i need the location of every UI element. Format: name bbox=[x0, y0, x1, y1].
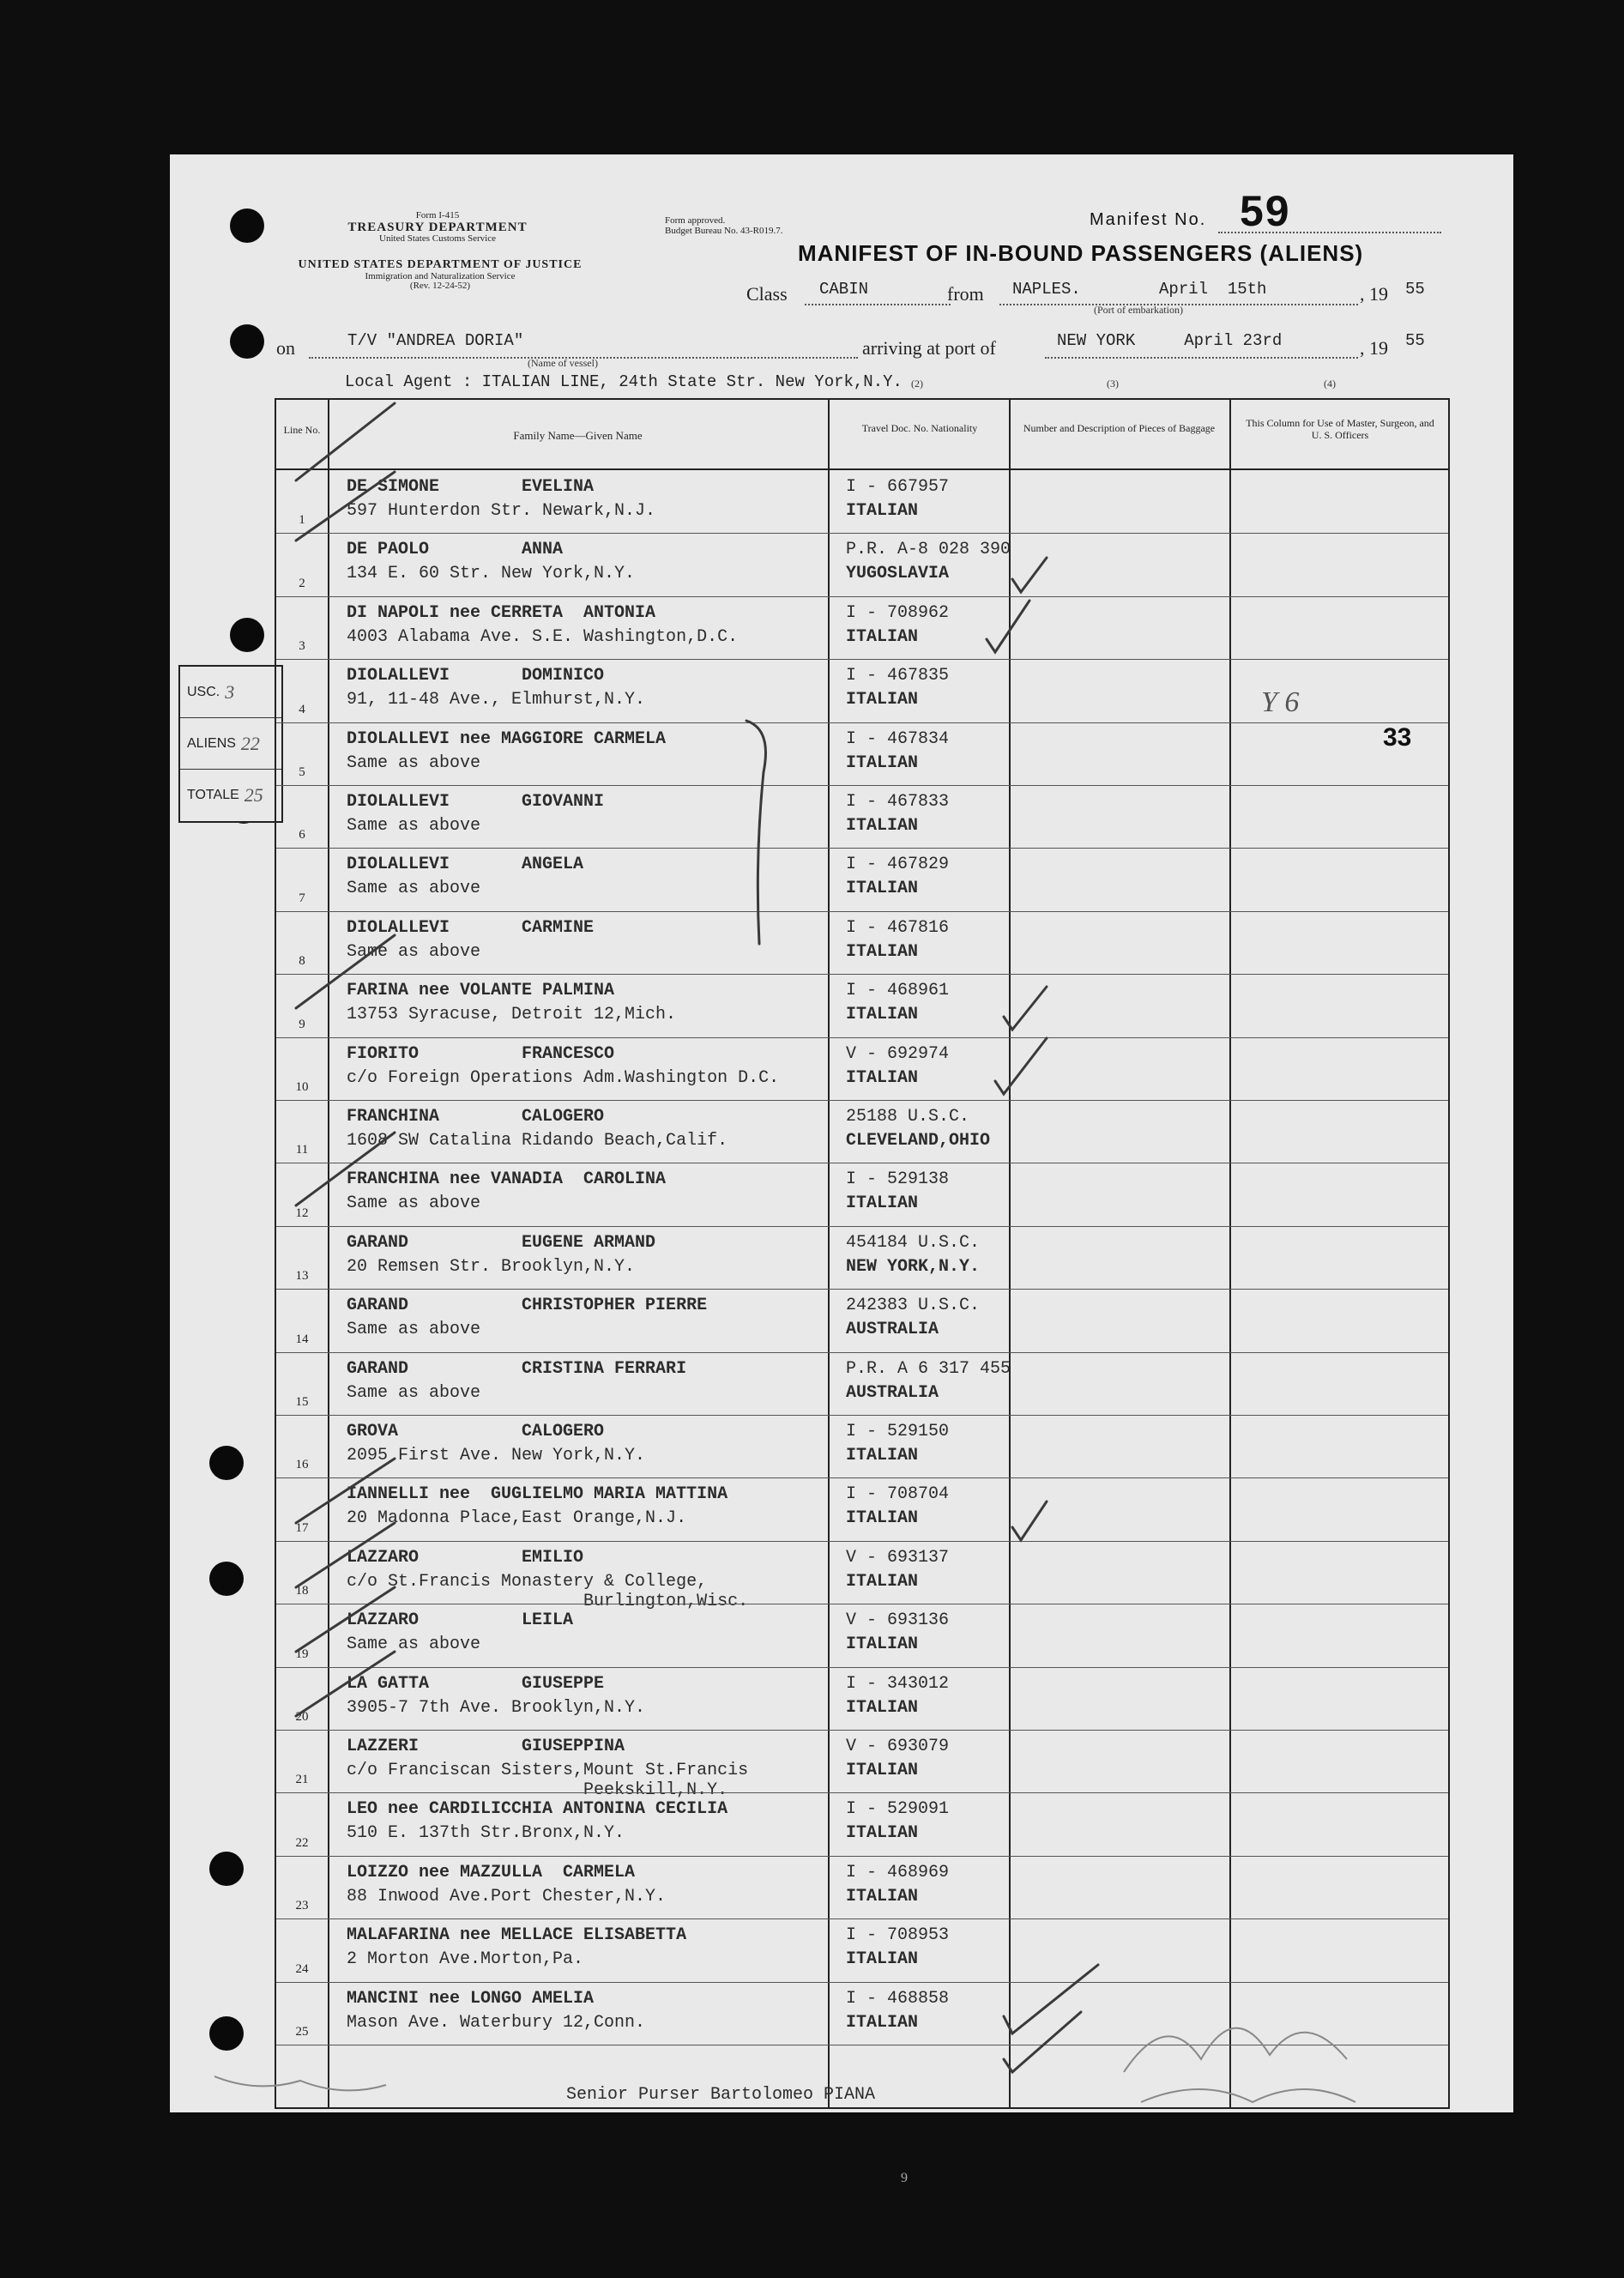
passenger-name: LAZZARO EMILIO bbox=[347, 1547, 584, 1568]
line-number: 10 bbox=[295, 1079, 309, 1094]
nationality: ITALIAN bbox=[846, 816, 919, 836]
table-row bbox=[276, 1730, 1448, 1800]
line-number: 7 bbox=[299, 891, 305, 905]
travel-doc-number: V - 692974 bbox=[846, 1043, 950, 1064]
passenger-name: FRANCHINA CALOGERO bbox=[347, 1107, 605, 1127]
passenger-address: 597 Hunterdon Str. Newark,N.J. bbox=[347, 501, 656, 521]
page-number: 9 bbox=[901, 2171, 908, 2185]
table-row bbox=[276, 722, 1448, 785]
travel-doc-number: I - 467829 bbox=[846, 855, 950, 875]
passenger-table bbox=[275, 398, 1450, 2109]
travel-doc-number: I - 529150 bbox=[846, 1422, 950, 1441]
doj-title: UNITED STATES DEPARTMENT OF JUSTICE bbox=[298, 258, 583, 271]
line-number: 3 bbox=[299, 639, 305, 654]
passenger-address: c/o St.Francis Monastery & College, Burlington,Wisc. bbox=[347, 1571, 749, 1611]
passenger-name: LEO nee CARDILICCHIA ANTONINA CECILIA bbox=[347, 1799, 728, 1820]
passenger-address: 510 E. 137th Str.Bronx,N.Y. bbox=[347, 1823, 625, 1844]
passenger-name: DIOLALLEVI ANGELA bbox=[347, 855, 584, 875]
line-number: 14 bbox=[295, 1332, 309, 1346]
table-row bbox=[276, 911, 1448, 974]
travel-doc-number: I - 708704 bbox=[846, 1484, 950, 1505]
nationality: ITALIAN bbox=[846, 1761, 919, 1780]
passenger-name: DE PAOLO ANNA bbox=[347, 540, 564, 560]
table-row bbox=[276, 1289, 1448, 1351]
passenger-name: LAZZARO LEILA bbox=[347, 1610, 574, 1631]
treasury-dept: TREASURY DEPARTMENT bbox=[347, 220, 528, 234]
line-number: 8 bbox=[299, 954, 305, 969]
line-number: 5 bbox=[299, 764, 305, 779]
nationality: ITALIAN bbox=[846, 2012, 919, 2033]
travel-doc-number: I - 468969 bbox=[846, 1862, 950, 1882]
travel-doc-number: 242383 U.S.C. bbox=[846, 1296, 981, 1316]
doj-block bbox=[273, 259, 607, 292]
nationality: ITALIAN bbox=[846, 1571, 919, 1592]
line-number: 13 bbox=[295, 1269, 309, 1284]
line-number: 2 bbox=[299, 576, 305, 590]
nationality: YUGOSLAVIA bbox=[846, 564, 950, 584]
table-row bbox=[276, 1226, 1448, 1289]
line-number: 17 bbox=[295, 1520, 309, 1535]
line-number: 22 bbox=[295, 1835, 309, 1850]
nationality: ITALIAN bbox=[846, 1446, 919, 1465]
table-row bbox=[276, 848, 1448, 910]
table-row bbox=[276, 1415, 1448, 1477]
passenger-address: Same as above bbox=[347, 879, 481, 899]
travel-doc-number: V - 693137 bbox=[846, 1547, 950, 1568]
passenger-name: FARINA nee VOLANTE PALMINA bbox=[347, 981, 615, 1001]
passenger-name: GARAND CHRISTOPHER PIERRE bbox=[347, 1296, 708, 1316]
passenger-address: 2095 First Ave. New York,N.Y. bbox=[347, 1446, 646, 1465]
line-number: 1 bbox=[299, 513, 305, 528]
on-label: on bbox=[276, 337, 295, 359]
nationality: NEW YORK,N.Y. bbox=[846, 1256, 981, 1277]
binder-hole bbox=[209, 1446, 244, 1480]
line-number: 6 bbox=[299, 828, 305, 843]
passenger-name: DIOLALLEVI GIOVANNI bbox=[347, 792, 605, 812]
nationality: CLEVELAND,OHIO bbox=[846, 1131, 991, 1151]
budget-bureau: Budget Bureau No. 43-R019.7. bbox=[665, 225, 783, 236]
class-value: CABIN bbox=[819, 280, 869, 299]
passenger-address: c/o Franciscan Sisters,Mount St.Francis Peekskill,N.Y. bbox=[347, 1761, 749, 1800]
table-row bbox=[276, 1604, 1448, 1666]
purser-signature: Senior Purser Bartolomeo PIANA bbox=[566, 2085, 876, 2105]
passenger-address: 2 Morton Ave.Morton,Pa. bbox=[347, 1949, 584, 1970]
travel-doc-number: V - 693136 bbox=[846, 1610, 950, 1631]
passenger-name: DIOLALLEVI nee MAGGIORE CARMELA bbox=[347, 728, 667, 749]
class-label: Class bbox=[746, 283, 788, 305]
table-row bbox=[276, 1477, 1448, 1540]
col-num-4: (4) bbox=[1324, 378, 1336, 390]
year-1: 55 bbox=[1405, 280, 1425, 299]
travel-doc-number: 454184 U.S.C. bbox=[846, 1232, 981, 1253]
nationality: ITALIAN bbox=[846, 1508, 919, 1529]
passenger-name: LA GATTA GIUSEPPE bbox=[347, 1673, 605, 1694]
binder-hole bbox=[209, 1562, 244, 1596]
tally-box bbox=[178, 665, 283, 823]
line-number: 9 bbox=[299, 1017, 305, 1031]
passenger-address: 4003 Alabama Ave. S.E. Washington,D.C. bbox=[347, 626, 739, 647]
binder-hole bbox=[230, 618, 264, 652]
line-number: 19 bbox=[295, 1647, 309, 1661]
nationality: ITALIAN bbox=[846, 752, 919, 773]
year-prefix-1: , 19 bbox=[1360, 283, 1388, 305]
form-approved: Form approved. bbox=[665, 215, 726, 226]
passenger-name: GARAND CRISTINA FERRARI bbox=[347, 1358, 687, 1379]
travel-doc-number: I - 468858 bbox=[846, 1988, 950, 2009]
line-number: 15 bbox=[295, 1394, 309, 1409]
col-officers: This Column for Use of Master, Surgeon, and U. S. Officers bbox=[1246, 417, 1434, 442]
table-row bbox=[276, 470, 1448, 533]
travel-doc-number: I - 343012 bbox=[846, 1673, 950, 1694]
table-row bbox=[276, 1352, 1448, 1415]
travel-doc-number: I - 467816 bbox=[846, 917, 950, 938]
nationality: ITALIAN bbox=[846, 1634, 919, 1655]
table-row bbox=[276, 1541, 1448, 1611]
tally-aliens-value: 22 bbox=[240, 732, 260, 754]
line-number: 24 bbox=[295, 1961, 309, 1976]
passenger-address: 13753 Syracuse, Detroit 12,Mich. bbox=[347, 1005, 677, 1025]
col-baggage: Number and Description of Pieces of Baggage bbox=[1023, 422, 1216, 434]
passenger-address: Same as above bbox=[347, 816, 481, 836]
table-row bbox=[276, 1792, 1448, 1855]
tally-totale: TOTALE 25 bbox=[187, 783, 263, 806]
passenger-name: FRANCHINA nee VANADIA CAROLINA bbox=[347, 1169, 667, 1190]
travel-doc-number: I - 708962 bbox=[846, 602, 950, 623]
revision: (Rev. 12-24-52) bbox=[409, 281, 471, 292]
table-row bbox=[276, 1100, 1448, 1163]
passenger-name: IANNELLI nee GUGLIELMO MARIA MATTINA bbox=[347, 1484, 728, 1505]
nationality: ITALIAN bbox=[846, 1823, 919, 1844]
port-embark-caption: (Port of embarkation) bbox=[1094, 304, 1183, 316]
nationality: ITALIAN bbox=[846, 501, 919, 521]
col-num-2: (2) bbox=[911, 378, 923, 390]
arriving-label: arriving at port of bbox=[862, 337, 996, 359]
travel-doc-number: I - 667957 bbox=[846, 477, 950, 497]
nationality: ITALIAN bbox=[846, 1067, 919, 1088]
nationality: ITALIAN bbox=[846, 1697, 919, 1718]
table-row bbox=[276, 1982, 1448, 2045]
arriving-value: NEW YORK April 23rd bbox=[1057, 331, 1283, 350]
binder-hole bbox=[209, 2016, 244, 2051]
travel-doc-number: I - 529138 bbox=[846, 1169, 950, 1190]
passenger-address: 134 E. 60 Str. New York,N.Y. bbox=[347, 564, 636, 584]
line-number: 21 bbox=[295, 1773, 309, 1787]
table-row bbox=[276, 1667, 1448, 1730]
col-name: Family Name—Given Name bbox=[513, 429, 643, 442]
line-number: 18 bbox=[295, 1584, 309, 1598]
line-number: 12 bbox=[295, 1205, 309, 1220]
passenger-address: Same as above bbox=[347, 752, 481, 773]
travel-doc-number: V - 693079 bbox=[846, 1737, 950, 1756]
passenger-name: FIORITO FRANCESCO bbox=[347, 1043, 615, 1064]
ins-line: Immigration and Naturalization Service bbox=[365, 270, 516, 281]
page-title: MANIFEST OF IN-BOUND PASSENGERS (ALIENS) bbox=[798, 240, 1364, 266]
passenger-name: DE SIMONE EVELINA bbox=[347, 477, 595, 497]
nationality: ITALIAN bbox=[846, 879, 919, 899]
travel-doc-number: I - 467833 bbox=[846, 792, 950, 812]
travel-doc-number: P.R. A-8 028 390 bbox=[846, 540, 1011, 560]
passenger-name: LOIZZO nee MAZZULLA CARMELA bbox=[347, 1862, 636, 1882]
vessel-value: T/V "ANDREA DORIA" bbox=[347, 331, 524, 350]
table-row bbox=[276, 974, 1448, 1036]
count-annotation: 33 bbox=[1383, 723, 1412, 752]
travel-doc-number: I - 529091 bbox=[846, 1799, 950, 1820]
passenger-name: DI NAPOLI nee CERRETA ANTONIA bbox=[347, 602, 656, 623]
passenger-address: 3905-7 7th Ave. Brooklyn,N.Y. bbox=[347, 1697, 646, 1718]
line-number: 4 bbox=[299, 702, 305, 716]
y6-note: Y 6 bbox=[1261, 686, 1300, 718]
table-row bbox=[276, 1918, 1448, 1981]
from-label: from bbox=[947, 283, 984, 305]
table-row bbox=[276, 596, 1448, 659]
passenger-address: Same as above bbox=[347, 1634, 481, 1655]
line-number: 23 bbox=[295, 1899, 309, 1913]
approval-block bbox=[665, 216, 782, 236]
binder-hole bbox=[209, 1852, 244, 1886]
vessel-caption: (Name of vessel) bbox=[528, 357, 598, 369]
nationality: ITALIAN bbox=[846, 941, 919, 962]
line-number: 20 bbox=[295, 1709, 309, 1724]
binder-hole bbox=[230, 324, 264, 359]
form-id-block bbox=[335, 211, 540, 245]
col-doc: Travel Doc. No. Nationality bbox=[861, 422, 978, 434]
table-row bbox=[276, 1163, 1448, 1225]
line-number: 16 bbox=[295, 1458, 309, 1472]
binder-hole bbox=[230, 208, 264, 243]
passenger-address: 20 Remsen Str. Brooklyn,N.Y. bbox=[347, 1256, 636, 1277]
line-number: 11 bbox=[295, 1143, 309, 1157]
table-row bbox=[276, 785, 1448, 848]
travel-doc-number: I - 467835 bbox=[846, 666, 950, 686]
col-line-no: Line No. bbox=[283, 424, 321, 436]
table-row bbox=[276, 1037, 1448, 1100]
year-prefix-2: , 19 bbox=[1360, 337, 1388, 359]
passenger-name: GARAND EUGENE ARMAND bbox=[347, 1232, 656, 1253]
passenger-name: DIOLALLEVI DOMINICO bbox=[347, 666, 605, 686]
line-number: 25 bbox=[295, 2024, 309, 2039]
tally-usc: USC. 3 bbox=[180, 667, 281, 718]
passenger-address: 1608 SW Catalina Ridando Beach,Calif. bbox=[347, 1131, 728, 1151]
travel-doc-number: I - 467834 bbox=[846, 728, 950, 749]
passenger-name: MALAFARINA nee MELLACE ELISABETTA bbox=[347, 1925, 687, 1946]
passenger-address: Same as above bbox=[347, 941, 481, 962]
form-number: Form I-415 bbox=[415, 210, 460, 221]
nationality: ITALIAN bbox=[846, 1949, 919, 1970]
passenger-address: 20 Madonna Place,East Orange,N.J. bbox=[347, 1508, 687, 1529]
passenger-address: Same as above bbox=[347, 1382, 481, 1403]
travel-doc-number: 25188 U.S.C. bbox=[846, 1107, 970, 1127]
tally-aliens: ALIENS 22 bbox=[180, 718, 281, 770]
passenger-name: GROVA CALOGERO bbox=[347, 1422, 605, 1441]
passenger-address: c/o Foreign Operations Adm.Washington D.C. bbox=[347, 1067, 780, 1088]
year-2: 55 bbox=[1405, 331, 1425, 350]
nationality: ITALIAN bbox=[846, 1005, 919, 1025]
customs-service: United States Customs Service bbox=[379, 233, 496, 245]
tally-totale-value: 25 bbox=[244, 783, 263, 806]
from-value: NAPLES. April 15th bbox=[1012, 280, 1267, 299]
travel-doc-number: I - 708953 bbox=[846, 1925, 950, 1946]
passenger-address: 91, 11-48 Ave., Elmhurst,N.Y. bbox=[347, 690, 646, 710]
nationality: ITALIAN bbox=[846, 626, 919, 647]
nationality: AUSTRALIA bbox=[846, 1320, 939, 1340]
nationality: AUSTRALIA bbox=[846, 1382, 939, 1403]
passenger-name: MANCINI nee LONGO AMELIA bbox=[347, 1988, 595, 2009]
passenger-address: 88 Inwood Ave.Port Chester,N.Y. bbox=[347, 1886, 667, 1906]
table-row bbox=[276, 1856, 1448, 1918]
tally-usc-value: 3 bbox=[225, 680, 235, 703]
col-num-3: (3) bbox=[1107, 378, 1119, 390]
nationality: ITALIAN bbox=[846, 690, 919, 710]
passenger-name: LAZZERI GIUSEPPINA bbox=[347, 1737, 625, 1756]
manifest-number-value: 59 bbox=[1240, 187, 1291, 235]
passenger-address: Same as above bbox=[347, 1193, 481, 1214]
passenger-address: Same as above bbox=[347, 1320, 481, 1340]
nationality: ITALIAN bbox=[846, 1193, 919, 1214]
manifest-number bbox=[1090, 187, 1291, 235]
manifest-label: Manifest No. bbox=[1090, 210, 1207, 229]
travel-doc-number: I - 468961 bbox=[846, 981, 950, 1001]
passenger-name: DIOLALLEVI CARMINE bbox=[347, 917, 595, 938]
local-agent: Local Agent : ITALIAN LINE, 24th State Str. New York,N.Y. bbox=[345, 372, 903, 391]
table-row bbox=[276, 533, 1448, 595]
passenger-address: Mason Ave. Waterbury 12,Conn. bbox=[347, 2012, 646, 2033]
travel-doc-number: P.R. A 6 317 455 bbox=[846, 1358, 1011, 1379]
nationality: ITALIAN bbox=[846, 1886, 919, 1906]
